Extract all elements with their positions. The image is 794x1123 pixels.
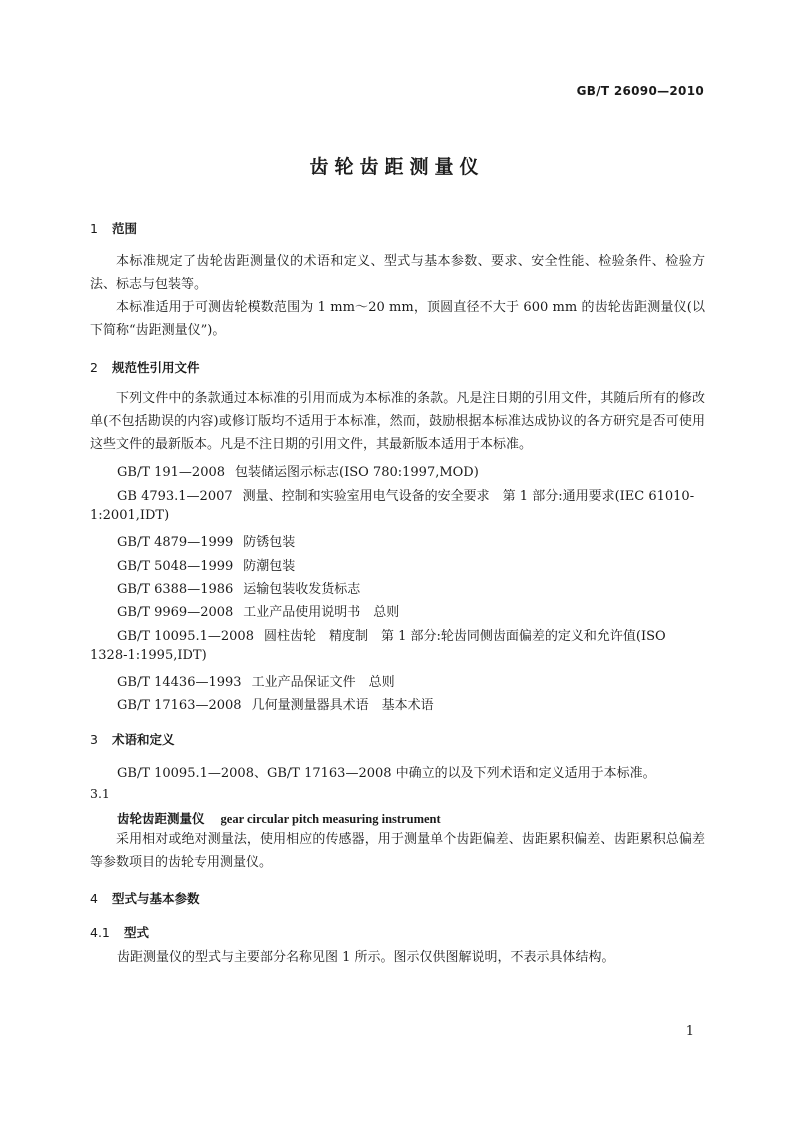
section-3-heading — [90, 730, 175, 748]
scope-paragraph-1: 本标准规定了齿轮齿距测量仪的术语和定义、型式与基本参数、要求、安全性能、检验条件、检验方法、标志与包装等。 — [90, 254, 705, 292]
reference-code: GB/T 6388—1986 — [117, 582, 234, 597]
subsection-title: 型式 — [124, 925, 150, 940]
scope-paragraph-2: 本标准适用于可测齿轮模数范围为 1 mm～20 mm，顶圆直径不大于 600 mm 的齿轮齿距测量仪(以下简称“齿距测量仪”)。 — [90, 300, 705, 338]
section-4-heading — [90, 889, 200, 907]
references-intro: 下列文件中的条款通过本标准的引用而成为本标准的条款。凡是注日期的引用文件，其随后所有的修改单(不包括勘误的内容)或修订版均不适用于本标准，然而，鼓励根据本标准达成协议的各方研究是否可使用这些文件的最新版本。凡是不注日期的引用文件，其最新版本适用于本标准。 — [90, 391, 705, 452]
reference-continuation: 1:2001,IDT) — [90, 508, 170, 523]
section-title: 规范性引用文件 — [112, 360, 200, 375]
section-number: 4 — [90, 891, 98, 906]
reference-title: 运输包装收发货标志 — [243, 582, 361, 597]
reference-item — [117, 531, 295, 550]
reference-title: 防潮包装 — [243, 559, 296, 574]
reference-item — [117, 601, 399, 620]
reference-title: 防锈包装 — [243, 535, 296, 550]
reference-code: GB/T 9969—2008 — [117, 605, 234, 620]
reference-title: 工业产品使用说明书 总则 — [243, 605, 400, 620]
reference-code: GB/T 4879—1999 — [117, 535, 234, 550]
subsection-4-1-heading — [90, 923, 149, 941]
reference-item — [117, 694, 434, 713]
section-title: 术语和定义 — [112, 732, 175, 747]
reference-continuation: 1328-1:1995,IDT) — [90, 648, 207, 663]
reference-title: 几何量测量器具术语 基本术语 — [251, 698, 434, 713]
reference-title: 工业产品保证文件 总则 — [251, 675, 395, 690]
reference-code: GB/T 14436—1993 — [117, 675, 242, 690]
reference-item — [117, 671, 395, 690]
reference-item — [117, 578, 360, 597]
section-2-heading — [90, 358, 200, 376]
term-entry — [117, 809, 441, 827]
reference-title: 包装储运图示标志(ISO 780:1997,MOD) — [235, 465, 479, 480]
reference-item — [117, 555, 295, 574]
terms-intro: GB/T 10095.1—2008、GB/T 17163—2008 中确立的以及下列术语和定义适用于本标准。 — [117, 766, 656, 781]
page-number: 1 — [685, 1024, 694, 1039]
term-chinese: 齿轮齿距测量仪 — [117, 811, 205, 826]
section-title: 型式与基本参数 — [112, 891, 200, 906]
subsection-number: 3.1 — [90, 786, 110, 801]
section-1-heading — [90, 219, 137, 237]
section-number: 3 — [90, 732, 98, 747]
reference-code: GB/T 17163—2008 — [117, 698, 242, 713]
section-number: 1 — [90, 221, 98, 236]
section-number: 2 — [90, 360, 98, 375]
reference-code: GB 4793.1—2007 — [117, 489, 233, 504]
term-definition: 采用相对或绝对测量法，使用相应的传感器，用于测量单个齿距偏差、齿距累积偏差、齿距累积总偏差等参数项目的齿轮专用测量仪。 — [90, 832, 705, 870]
document-title: 齿轮齿距测量仪 — [309, 156, 485, 178]
subsection-number: 4.1 — [90, 925, 110, 940]
type-paragraph: 齿距测量仪的型式与主要部分名称见图 1 所示。图示仅供图解说明，不表示具体结构。 — [117, 950, 615, 965]
section-title: 范围 — [112, 221, 138, 236]
reference-code: GB/T 10095.1—2008 — [117, 629, 254, 644]
reference-item — [117, 625, 666, 644]
reference-item — [117, 485, 694, 504]
reference-code: GB/T 191—2008 — [117, 465, 226, 480]
term-english: gear circular pitch measuring instrument — [220, 812, 441, 826]
reference-item — [117, 461, 479, 480]
reference-code: GB/T 5048—1999 — [117, 559, 234, 574]
reference-title: 圆柱齿轮 精度制 第 1 部分:轮齿同侧齿面偏差的定义和允许值(ISO — [263, 629, 666, 644]
standard-number: GB/T 26090—2010 — [576, 84, 704, 98]
reference-title: 测量、控制和实验室用电气设备的安全要求 第 1 部分:通用要求(IEC 61010- — [242, 489, 695, 504]
